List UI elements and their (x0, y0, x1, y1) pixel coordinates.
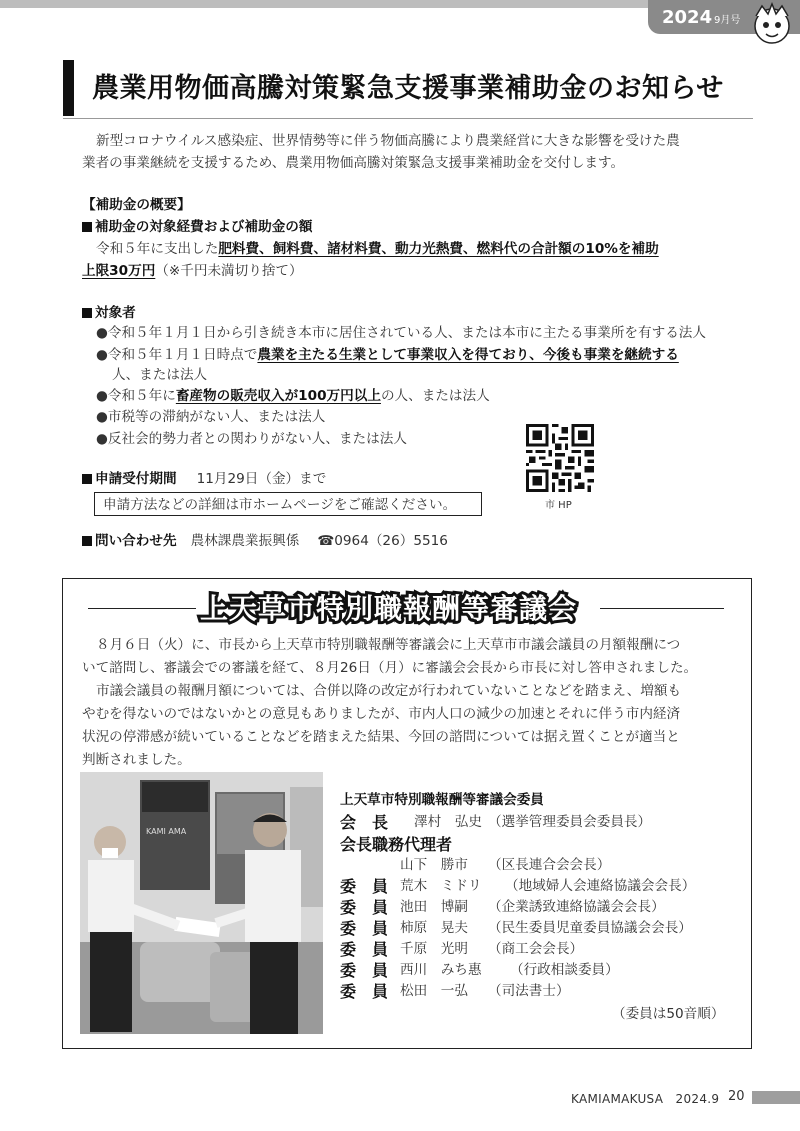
issue-month: 9月号 (714, 15, 741, 26)
members-note: （委員は50音順） (612, 1006, 725, 1022)
expense-note: （※千円未満切り捨て） (155, 263, 303, 279)
target-3-tail: の人、または法人 (380, 388, 490, 404)
para-line-2: いて諮問し、審議会での審議を経て、８月26日（月）に審議会会長から市長に対し答申されました。 (82, 660, 698, 676)
footer-text: KAMIAMAKUSA 2024.9 (571, 1092, 720, 1106)
member-desc-6: （商工会会長） (488, 941, 584, 957)
member-name-5: 柿原 晃夫 (400, 920, 468, 936)
para-line-5: 状況の停滞感が続いていることなどを踏まえた結果、今回の諮問については据え置くことが適当と (82, 729, 680, 745)
target-item-4: ●市税等の滞納がない人、または法人 (96, 409, 326, 425)
member-role-6: 委 員 (340, 940, 389, 959)
period-line (82, 468, 326, 490)
issue-year: 2024 (662, 7, 713, 28)
member-desc-2: （区長連合会会長） (488, 857, 611, 873)
expense-line-2 (82, 260, 303, 282)
target-heading: 対象者 (82, 302, 136, 324)
contact-label: 問い合わせ先 (95, 533, 177, 549)
poster-text: KAMI AMA (146, 827, 187, 836)
notice-box: 申請方法などの詳細は市ホームページをご確認ください。 (94, 492, 482, 516)
member-role-5: 委 員 (340, 919, 389, 938)
article-title: 農業用物価高騰対策緊急支援事業補助金のお知らせ (92, 73, 724, 104)
member-desc-0: （選挙管理委員会委員長） (488, 814, 652, 830)
member-desc-8: （司法書士） (488, 983, 570, 999)
footer-bar (752, 1091, 800, 1104)
section-title: 上天草市特別職報酬等審議会 (200, 592, 578, 625)
target-item-2-cont: 人、または法人 (112, 367, 208, 383)
member-role-7: 委 員 (340, 961, 389, 980)
target-2-lead: ●令和５年１月１日時点で (96, 347, 258, 363)
target-item-2 (96, 344, 679, 366)
target-item-5: ●反社会的勢力者との関わりがない人、または法人 (96, 431, 407, 447)
expense-cap: 上限30万円 (82, 263, 156, 279)
contact-line (82, 530, 448, 552)
member-role-8: 委 員 (340, 982, 389, 1001)
member-role-3: 委 員 (340, 877, 389, 896)
target-3-bold: 畜産物の販売収入が100万円以上 (175, 388, 381, 404)
member-desc-3: （地域婦人会連絡協議会会長） (505, 878, 696, 894)
qr-code-icon[interactable] (526, 424, 594, 492)
section-rule-right (600, 608, 724, 609)
qr-label: 市 HP (545, 500, 572, 511)
title-divider (63, 118, 753, 119)
para-line-6: 判断されました。 (82, 752, 191, 768)
target-3-lead: ●令和５年に (96, 388, 176, 404)
intro-line-1: 新型コロナウイルス感染症、世界情勢等に伴う物価高騰により農業経営に大きな影響を受けた農 (96, 133, 680, 149)
overview-heading: 【補助金の概要】 (82, 197, 191, 213)
page-number: 20 (728, 1089, 745, 1104)
para-line-3: 市議会議員の報酬月額については、合併以降の改定が行われていないことなどを踏まえ、増額も (96, 683, 682, 699)
member-desc-4: （企業誘致連絡協議会会長） (488, 899, 665, 915)
mascot-icon (748, 2, 796, 48)
target-item-3 (96, 385, 490, 407)
member-role-0: 会 長 (340, 813, 389, 832)
member-name-4: 池田 博嗣 (400, 899, 468, 915)
meeting-photo-drawing (80, 772, 323, 1034)
para-line-4: やむを得ないのではないかとの意見もありましたが、市内人口の減少の加速とそれに伴う市内経済 (82, 706, 681, 722)
meeting-photo (80, 772, 323, 1034)
period-value: 11月29日（金）まで (196, 471, 327, 487)
expense-line (96, 238, 659, 260)
member-desc-5: （民生委員児童委員協議会会長） (488, 920, 692, 936)
target-2-bold: 農業を主たる生業として事業収入を得ており、今後も事業を継続する (257, 347, 679, 363)
contact-phone: ☎0964（26）5516 (317, 533, 448, 549)
period-label: 申請受付期間 (95, 471, 177, 487)
member-desc-7: （行政相談委員） (510, 962, 619, 978)
member-name-0: 澤村 弘史 (414, 814, 482, 830)
members-heading: 上天草市特別職報酬等審議会委員 (340, 792, 544, 808)
intro-line-2: 業者の事業継続を支援するため、農業用物価高騰対策緊急支援事業補助金を交付します。 (82, 155, 625, 171)
target-item-1: ●令和５年１月１日から引き続き本市に居住されている人、または本市に主たる事業所を有する法人 (96, 325, 706, 341)
expense-heading: 補助金の対象経費および補助金の額 (82, 216, 313, 238)
title-accent-bar (63, 60, 74, 116)
expense-lead: 令和５年に支出した (96, 241, 219, 257)
expense-bold: 肥料費、飼料費、諸材料費、動力光熱費、燃料代の合計額の10%を補助 (218, 241, 659, 257)
para-line-1: ８月６日（火）に、市長から上天草市特別職報酬等審議会に上天草市市議会議員の月額報酬につ (96, 637, 681, 653)
member-name-2: 山下 勝市 (400, 857, 468, 873)
member-role-1: 会長職務代理者 (340, 835, 453, 854)
member-name-8: 松田 一弘 (400, 983, 468, 999)
member-name-6: 千原 光明 (400, 941, 468, 957)
member-role-4: 委 員 (340, 898, 389, 917)
member-name-3: 荒木 ミドリ (400, 878, 482, 894)
member-name-7: 西川 みち惠 (400, 962, 482, 978)
section-rule-left (88, 608, 196, 609)
contact-dept: 農林課農業振興係 (190, 533, 300, 549)
